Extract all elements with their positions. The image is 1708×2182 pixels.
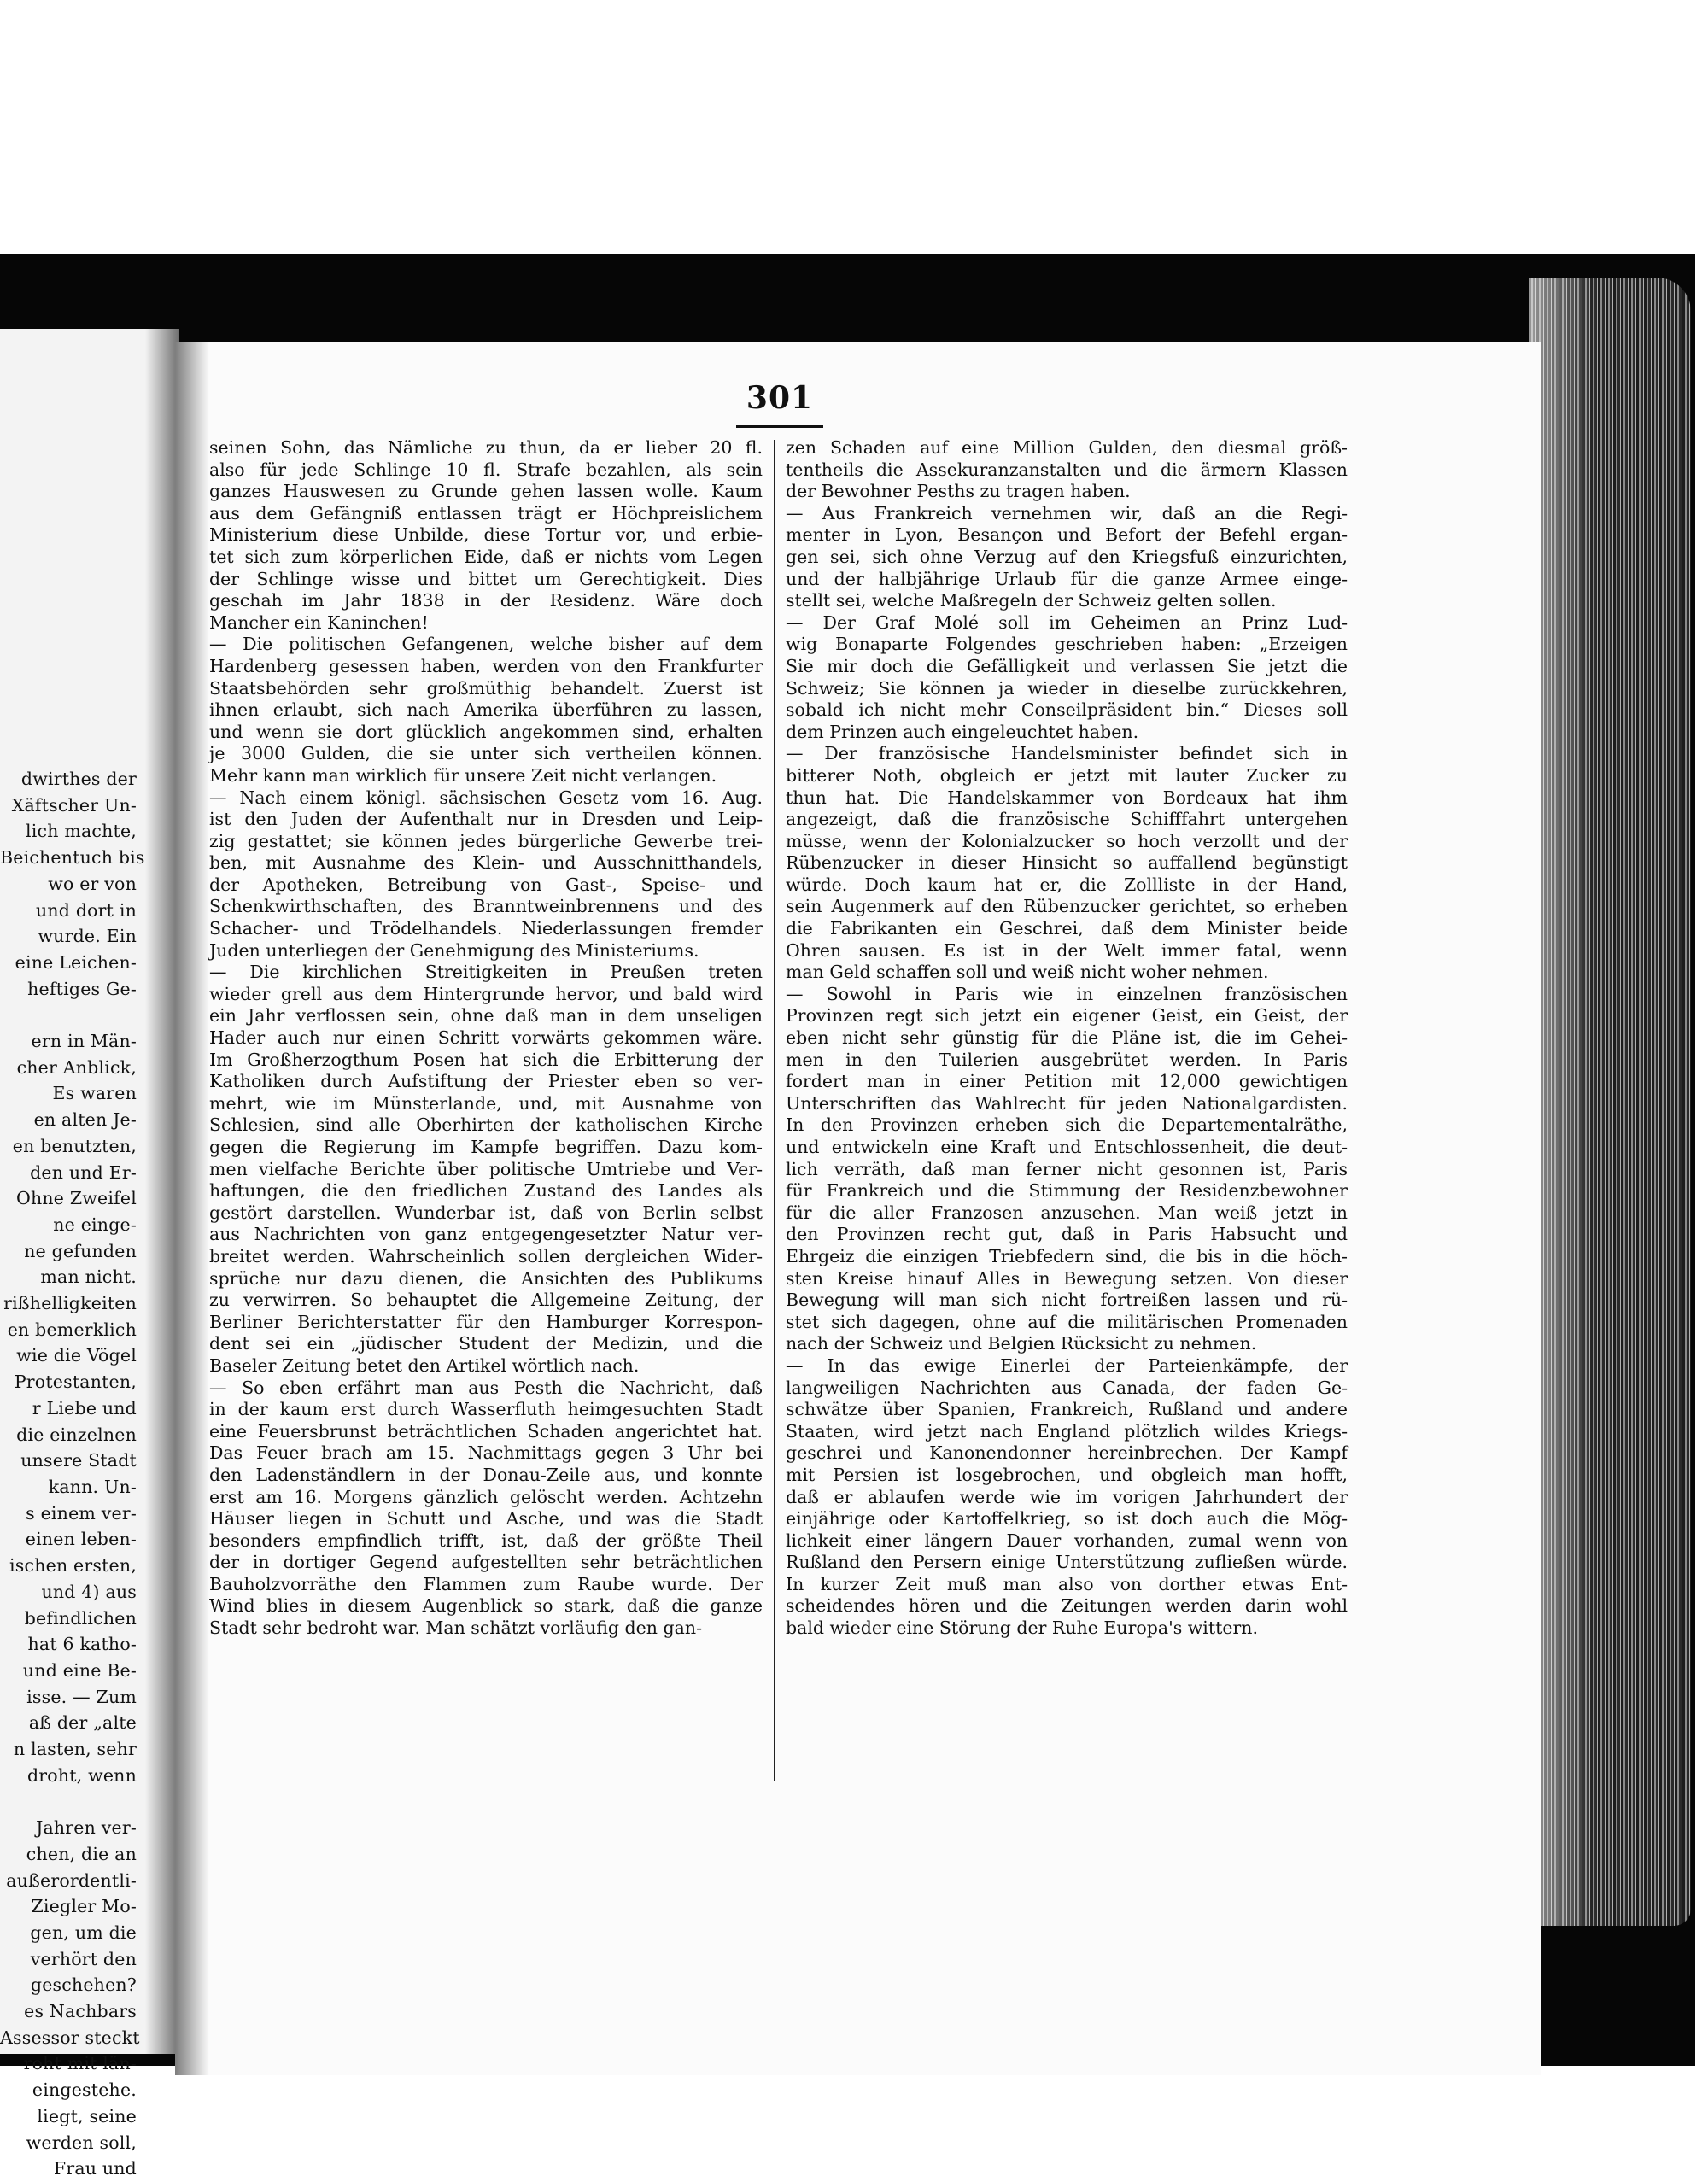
left-fragment-line: Jahren ver- [36,1817,137,1839]
text-line: Schlesien, sind alle Oberhirten der katholischen Kirche [209,1114,763,1136]
text-line: Provinzen regt sich jetzt ein eigener Geist, ein Geist, der [786,1005,1348,1027]
text-line: besonders empfindlich trifft, ist, daß der größte Theil [209,1530,763,1551]
text-line: aus Nachrichten von ganz entgegengesetzter Natur ver- [209,1224,763,1245]
article-paragraph [786,437,1348,503]
text-line: der Schlinge wisse und bittet um Gerechtigkeit. Dies [209,568,763,589]
text-line: Baseler Zeitung betet den Artikel wörtlich nach. [209,1354,640,1376]
text-line: fordert man in einer Petition mit 12,000 gewichtigen [786,1071,1348,1092]
left-fragment-line: heftiges Ge- [27,978,137,999]
text-line: der Bewohner Pesths zu tragen haben. [786,481,1131,502]
text-line: Berliner Berichterstatter für den Hamburger Korrespon- [209,1311,763,1332]
left-fragment-line [0,1788,137,1815]
text-line: Wind blies in diesem Augenblick so stark, daß die ganze [209,1595,763,1617]
text-line: ben, mit Ausnahme des Klein- und Ausschnitthandels, [209,852,763,874]
text-line: Im Großherzogthum Posen hat sich die Erbitterung der [209,1049,763,1070]
column-divider [774,440,775,1781]
article-paragraph [209,962,763,1377]
text-line: langweiligen Nachrichten aus Canada, der faden Ge- [786,1377,1348,1398]
text-line: Schenkwirthschaften, des Branntweinbrennens und des [209,896,763,917]
text-line: stellt sei, welche Maßregeln der Schweiz gelten sollen. [786,590,1277,611]
left-fragment-line: verhört den [30,1948,137,1969]
text-line: bald wieder eine Störung der Ruhe Europa's wittern. [786,1617,1258,1639]
text-line: dem Prinzen auch eingeleuchtet haben. [786,721,1139,742]
left-fragment-line: isse. — Zum [26,1686,137,1707]
text-line: Häuser liegen in Schutt und Asche, und was die Stadt [209,1508,763,1530]
text-line: Rübenzucker in dieser Hinsicht so auffallend begünstigt [786,852,1348,874]
left-fragment-line: wo er von [48,873,137,894]
text-line: den Provinzen recht gut, daß in Paris Habsucht und [786,1224,1348,1245]
text-line: gestört darstellen. Wunderbar ist, daß von Berlin selbst [209,1202,763,1223]
text-line: eine Feuersbrunst beträchtlichen Schaden angerichtet hat. [209,1420,763,1442]
left-fragment-line: Frau und [53,2158,137,2179]
text-line: — Die politischen Gefangenen, welche bisher auf dem [209,634,763,655]
right-column [786,437,1348,1640]
text-line: zu verwirren. So behauptet die Allgemeine Zeitung, der [209,1290,763,1311]
text-line: sprüche nur dazu dienen, die Ansichten des Publikums [209,1267,763,1289]
text-line: die Fabrikanten ein Geschrei, daß dem Minister beide [786,918,1348,939]
text-line: lich verräth, daß man ferner nicht gesonnen ist, Paris [786,1158,1348,1179]
article-paragraph [786,743,1348,984]
left-fragment-line: Assessor steckt [0,2027,140,2048]
text-line: — In das ewige Einerlei der Parteienkämpfe, der [786,1354,1348,1376]
left-fragment-line [0,1002,137,1028]
text-line: für die aller Franzosen anzusehen. Man weiß jetzt in [786,1202,1348,1223]
text-line: eben nicht sehr günstig für die Pläne ist, die im Gehei- [786,1027,1348,1049]
text-line: — Aus Frankreich vernehmen wir, daß an die Regi- [786,502,1348,524]
left-fragment-line: cher Anblick, [16,1056,137,1078]
text-line: Ehrgeiz die einzigen Triebfedern sind, die bis in die höch- [786,1245,1348,1266]
text-line: ganzes Hauswesen zu Grunde gehen lassen wolle. Kaum [209,481,763,502]
left-fragment-line: werden soll, [26,2132,137,2153]
left-fragment-line: ischen ersten, [9,1555,137,1577]
text-line: thun hat. Die Handelskammer von Bordeaux hat ihm [786,787,1348,808]
text-line: zig gestattet; sie können jedes bürgerliche Gewerbe trei- [209,830,763,851]
left-fragment-line: rißhelligkeiten [3,1293,137,1314]
left-fragment-line: wie die Vögel [16,1345,137,1366]
text-line: Bauholzvorräthe den Flammen zum Raube wurde. Der [209,1573,763,1594]
left-fragment-line: dwirthes der [20,769,137,789]
article-paragraph [786,1355,1348,1640]
left-fragment-line: den und Er- [30,1161,137,1183]
text-line: für Frankreich und die Stimmung der Residenzbewohner [786,1180,1348,1202]
text-line: sein Augenmerk auf den Rübenzucker gerichtet, so erheben [786,896,1348,917]
text-line: Mehr kann man wirklich für unsere Zeit nicht verlangen. [209,764,717,786]
text-line: man Geld schaffen soll und weiß nicht woher nehmen. [786,962,1269,983]
text-line: also für jede Schlinge 10 fl. Strafe bezahlen, als sein [209,459,763,480]
text-line: — Die kirchlichen Streitigkeiten in Preußen treten [209,962,763,983]
text-line: Schacher- und Trödelhandels. Niederlassungen fremder [209,918,763,939]
text-line: und entwickeln eine Kraft und Entschlossenheit, die deut- [786,1137,1348,1157]
text-line: Sie mir doch die Gefälligkeit und verlassen Sie jetzt die [786,655,1348,676]
left-fragment-line: en benutzten, [12,1135,137,1156]
text-line: Stadt sehr bedroht war. Man schätzt vorläufig den gan- [209,1617,702,1639]
left-fragment-line: Xäftscher Un- [11,794,137,816]
left-fragment-line: einen leben- [25,1529,137,1550]
left-page-fold [145,329,179,2054]
text-line: wieder grell aus dem Hintergrunde hervor, und bald wird [209,983,763,1004]
text-line: — Nach einem königl. sächsischen Gesetz vom 16. Aug. [209,787,763,808]
text-line: Staaten, wird jetzt nach England plötzlich wildes Kriegs- [786,1420,1348,1442]
page-number-rule [736,425,823,428]
text-line: gegen die Regierung im Kampfe begriffen. Dazu kom- [209,1137,763,1157]
text-line: Das Feuer brach am 15. Nachmittags gegen 3 Uhr bei [209,1442,763,1464]
left-fragment-line: Ohne Zweifel [15,1188,137,1209]
left-fragment-line: droht, wenn [26,1764,137,1786]
text-line: — So eben erfährt man aus Pesth die Nachricht, daß [209,1377,763,1398]
left-fragment-line: Protestanten, [14,1372,137,1393]
text-line: den Ladenständlern in der Donau-Zeile aus, und konnte [209,1464,763,1485]
left-fragment-line: befindlichen [24,1607,137,1629]
text-line: in der kaum erst durch Wasserfluth heimgesuchten Stadt [209,1399,763,1420]
text-line: geschah im Jahr 1838 in der Residenz. Wäre doch [209,590,763,611]
left-fragment-line: n lasten, sehr [13,1739,137,1760]
text-line: tet sich zum körperlichen Eide, daß er nichts vom Legen [209,546,763,567]
text-line: geschrei und Kanonendonner hereinbrechen. Der Kampf [786,1442,1348,1464]
left-fragment-line: unsere Stadt [20,1450,137,1471]
text-line: Katholiken durch Aufstiftung der Priester eben so ver- [209,1071,763,1092]
article-paragraph [209,787,763,962]
text-line: nach der Schweiz und Belgien Rücksicht zu nehmen. [786,1333,1257,1354]
text-line: müsse, wenn der Kolonialzucker so hoch verzollt und der [786,830,1348,851]
text-line: lichkeit einer längern Dauer vorhanden, zumal wenn von [786,1530,1348,1551]
text-line: — Der französische Handelsminister befindet sich in [786,743,1348,764]
text-line: tentheils die Assekuranzanstalten und die ärmern Klassen [786,459,1348,480]
text-line: der Apotheken, Betreibung von Gast-, Speise- und [209,874,763,895]
left-fragment-line: gen, um die [30,1922,137,1943]
article-paragraph [209,1378,763,1640]
text-line: Bewegung will man sich nicht fortreißen lassen und rü- [786,1290,1348,1311]
article-paragraph [786,612,1348,744]
left-fragment-line: en bemerklich [7,1319,137,1340]
text-line: breitet werden. Wahrscheinlich sollen dergleichen Wider- [209,1245,763,1266]
article-paragraph [786,503,1348,612]
left-fragment-line: ne einge- [53,1214,137,1235]
text-line: scheidendes hören und die Zeitungen werden darin wohl [786,1595,1348,1617]
text-line: Unterschriften das Wahlrecht für jeden Nationalgardisten. [786,1092,1348,1114]
text-line: Juden unterliegen der Genehmigung des Ministeriums. [209,939,699,961]
text-line: einjährige oder Kartoffelkrieg, so ist doch auch die Mög- [786,1508,1348,1530]
text-line: sten Kreise hinauf Alles in Bewegung setzen. Von dieser [786,1267,1348,1289]
text-line: Schweiz; Sie können ja wieder in dieselbe zurückkehren, [786,677,1348,699]
text-line: menter in Lyon, Besançon und Befort der Befehl ergan- [786,524,1348,546]
left-fragment-line: und eine Be- [22,1659,137,1681]
text-line: ein Jahr verflossen sein, ohne daß man in dem unseligen [209,1005,763,1027]
left-fragment-line: es Nachbars [24,2001,137,2022]
text-line: Staatsbehörden sehr großmüthig behandelt. Zuerst ist [209,677,763,699]
text-line: bitterer Noth, obgleich er jetzt mit lauter Zucker zu [786,764,1348,786]
left-fragment-line: wurde. Ein [38,926,137,947]
page-number: 301 [746,380,814,416]
text-line: dent sei ein „jüdischer Student der Medizin, und die [209,1333,763,1354]
left-fragment-line: Ziegler Mo- [31,1896,137,1917]
left-fragment-line: eine Leichen- [15,951,137,973]
text-line: würde. Doch kaum hat er, die Zollliste in der Hand, [786,874,1348,895]
text-line: wig Bonaparte Folgendes geschrieben haben: „Erzeigen [786,634,1348,655]
text-line: ihnen erlaubt, sich nach Amerika überführen zu lassen, [209,699,763,721]
article-paragraph [209,437,763,634]
article-paragraph [209,634,763,787]
text-line: Mancher ein Kaninchen! [209,611,429,633]
main-page-gutter-shadow [175,342,209,2075]
left-fragment-line: ern in Män- [31,1031,137,1052]
left-fragment-line: und dort in [35,899,137,921]
left-fragment-line: s einem ver- [26,1502,137,1524]
text-line: In den Provinzen erheben sich die Departementalräthe, [786,1114,1348,1136]
left-fragment-line: ne gefunden [24,1240,137,1261]
text-line: Hader auch nur einen Schritt vorwärts gekommen wäre. [209,1027,763,1049]
text-line: zen Schaden auf eine Million Gulden, den diesmal größ- [786,437,1348,458]
text-line: daß er ablaufen werde wie im vorigen Jahrhundert der [786,1486,1348,1507]
left-fragment-line: liegt, seine [37,2105,137,2126]
text-line: mit Persien ist losgebrochen, und obgleich man hofft, [786,1464,1348,1485]
left-fragment-line: geschehen? [30,1974,137,1996]
text-line: haftungen, die den friedlichen Zustand des Landes als [209,1180,763,1202]
text-line: Ministerium diese Unbilde, diese Tortur vor, und erbie- [209,524,763,546]
text-line: und der halbjährige Urlaub für die ganze Armee einge- [786,568,1348,589]
text-line: Ohren sausen. Es ist in der Welt immer fatal, wenn [786,939,1348,961]
text-line: men in den Tuilerien ausgebrütet werden. In Paris [786,1049,1348,1070]
left-fragment-line: hat 6 katho- [27,1634,137,1655]
text-line: mehrt, wie im Münsterlande, und, mit Ausnahme von [209,1092,763,1114]
left-fragment-line: Es waren [52,1083,137,1104]
left-fragment-line: die einzelnen [16,1424,137,1445]
left-fragment-line: außerordentli- [6,1869,137,1891]
text-line: sobald ich nicht mehr Conseilpräsident bin.“ Dieses soll [786,699,1348,721]
left-fragment-line: roht mit län- [23,2053,137,2074]
left-fragment-line: Beichentuch bis [0,847,145,869]
left-fragment-line: man nicht. [40,1266,137,1288]
text-line: angezeigt, daß die französische Schifffahrt untergehen [786,809,1348,830]
left-fragment-line: aß der „alte [28,1712,137,1734]
text-line: gen sei, sich ohne Verzug auf den Kriegsfuß einzurichten, [786,546,1348,567]
text-line: Rußland den Persern einige Unterstützung zufließen würde. [786,1552,1348,1573]
left-fragment-line: r Liebe und [32,1397,137,1419]
text-line: men vielfache Berichte über politische Umtriebe und Ver- [209,1158,763,1179]
text-line: je 3000 Gulden, die sie unter sich vertheilen können. [209,743,763,764]
left-fragment-line: en alten Je- [33,1109,137,1131]
text-line: aus dem Gefängniß entlassen trägt er Höchpreislichem [209,502,763,524]
left-fragment-line: kann. Un- [48,1476,137,1497]
left-fragment-line: eingestehe. [32,2080,137,2101]
text-line: seinen Sohn, das Nämliche zu thun, da er lieber 20 fl. [209,437,763,458]
text-line: Hardenberg gesessen haben, werden von den Frankfurter [209,655,763,676]
text-line: erst am 16. Morgens gänzlich gelöscht werden. Achtzehn [209,1486,763,1507]
middle-column [209,437,763,1640]
text-line: In kurzer Zeit muß man also von dorther etwas Ent- [786,1573,1348,1594]
text-line: — Der Graf Molé soll im Geheimen an Prinz Lud- [786,611,1348,633]
text-line: ist den Juden der Aufenthalt nur in Dresden und Leip- [209,809,763,830]
text-line: schwätze über Spanien, Frankreich, Rußland und andere [786,1399,1348,1420]
text-line: und wenn sie dort glücklich angekommen sind, erhalten [209,721,763,742]
left-page-text-fragment [0,766,145,2182]
text-line: — Sowohl in Paris wie in einzelnen französischen [786,983,1348,1004]
text-line: der in dortiger Gegend aufgestellten sehr beträchtlichen [209,1552,763,1573]
left-fragment-line: chen, die an [26,1843,137,1864]
left-fragment-line: und 4) aus [41,1581,137,1602]
left-fragment-line: lich machte, [26,821,137,842]
text-line: stet sich dagegen, ohne auf die militärischen Promenaden [786,1311,1348,1332]
article-paragraph [786,984,1348,1355]
